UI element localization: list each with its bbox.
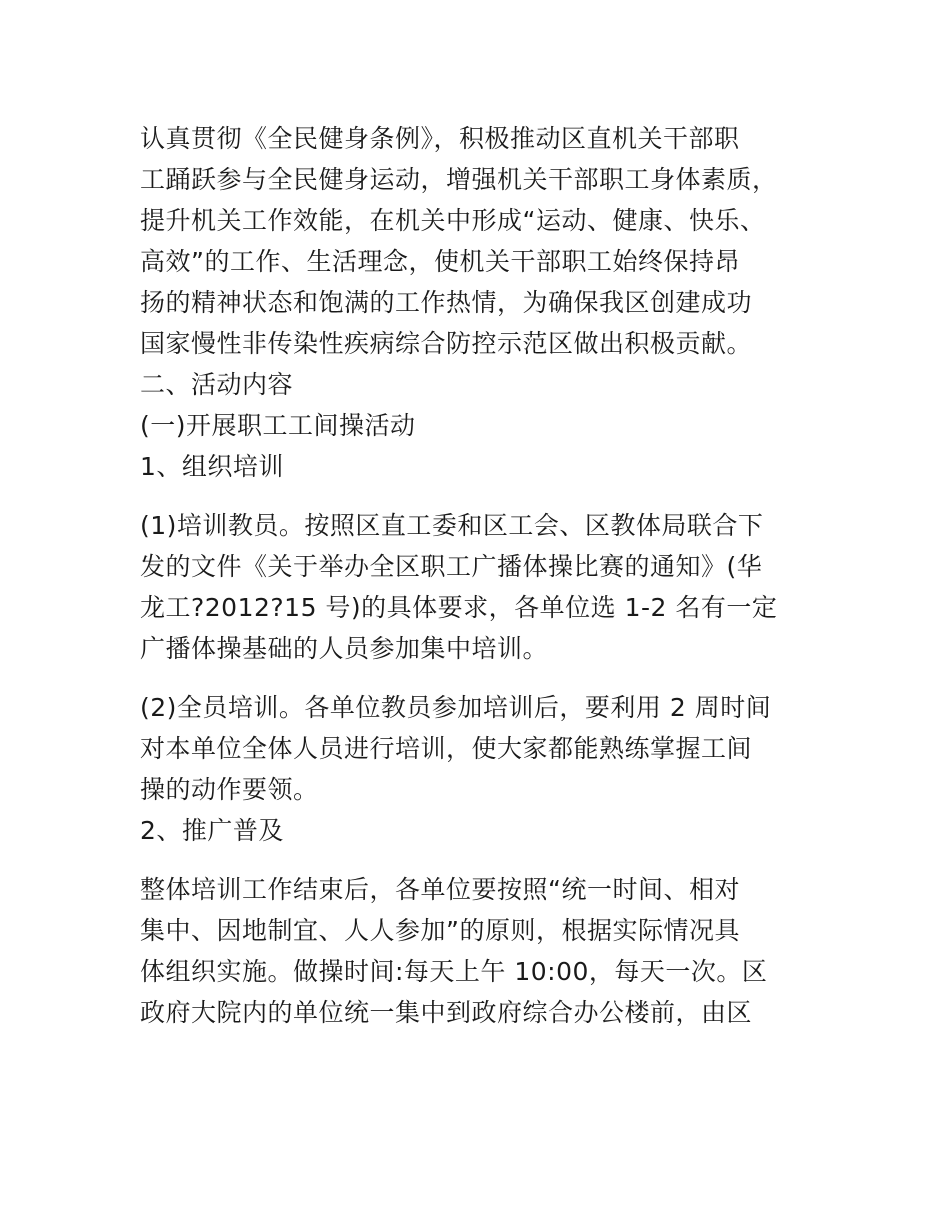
item-1-2-line: (2)全员培训。各单位教员参加培训后，要利用 2 周时间 bbox=[140, 693, 772, 722]
item-2-line: 整体培训工作结束后，各单位要按照“统一时间、相对 bbox=[140, 875, 740, 904]
item-2-paragraph bbox=[140, 869, 820, 1033]
item-2-line: 集中、因地制宜、人人参加”的原则，根据实际情况具 bbox=[140, 916, 740, 945]
intro-paragraph bbox=[140, 118, 820, 364]
item-1-1-line: 发的文件《关于举办全区职工广播体操比赛的通知》(华 bbox=[140, 552, 763, 581]
item-1-2-line: 操的动作要领。 bbox=[140, 775, 319, 804]
intro-line: 提升机关工作效能，在机关中形成“运动、健康、快乐、 bbox=[140, 206, 766, 235]
intro-line: 扬的精神状态和饱满的工作热情，为确保我区创建成功 bbox=[140, 288, 753, 317]
intro-line: 高效”的工作、生活理念，使机关干部职工始终保持昂 bbox=[140, 247, 740, 276]
intro-line: 工踊跃参与全民健身运动，增强机关干部职工身体素质， bbox=[140, 165, 778, 194]
item-2-line: 体组织实施。做操时间:每天上午 10:00，每天一次。区 bbox=[140, 957, 768, 986]
section-2-title: 二、活动内容 bbox=[140, 370, 294, 399]
item-1-title: 1、组织培训 bbox=[140, 452, 284, 481]
intro-line: 认真贯彻《全民健身条例》，积极推动区直机关干部职 bbox=[140, 124, 740, 153]
item-1-1-line: 广播体操基础的人员参加集中培训。 bbox=[140, 634, 549, 663]
item-2-line: 政府大院内的单位统一集中到政府综合办公楼前，由区 bbox=[140, 998, 753, 1027]
subsection-1-title: (一)开展职工工间操活动 bbox=[140, 411, 416, 440]
item-1-1-line: 龙工?2012?15 号)的具体要求，各单位选 1-2 名有一定 bbox=[140, 593, 778, 622]
item-1-2-paragraph bbox=[140, 687, 820, 810]
item-2-title: 2、推广普及 bbox=[140, 816, 284, 845]
document-page bbox=[140, 118, 820, 1033]
item-1-1-paragraph bbox=[140, 505, 820, 669]
intro-line: 国家慢性非传染性疾病综合防控示范区做出积极贡献。 bbox=[140, 329, 753, 358]
item-1-1-line: (1)培训教员。按照区直工委和区工会、区教体局联合下 bbox=[140, 511, 764, 540]
item-1-2-line: 对本单位全体人员进行培训，使大家都能熟练掌握工间 bbox=[140, 734, 753, 763]
